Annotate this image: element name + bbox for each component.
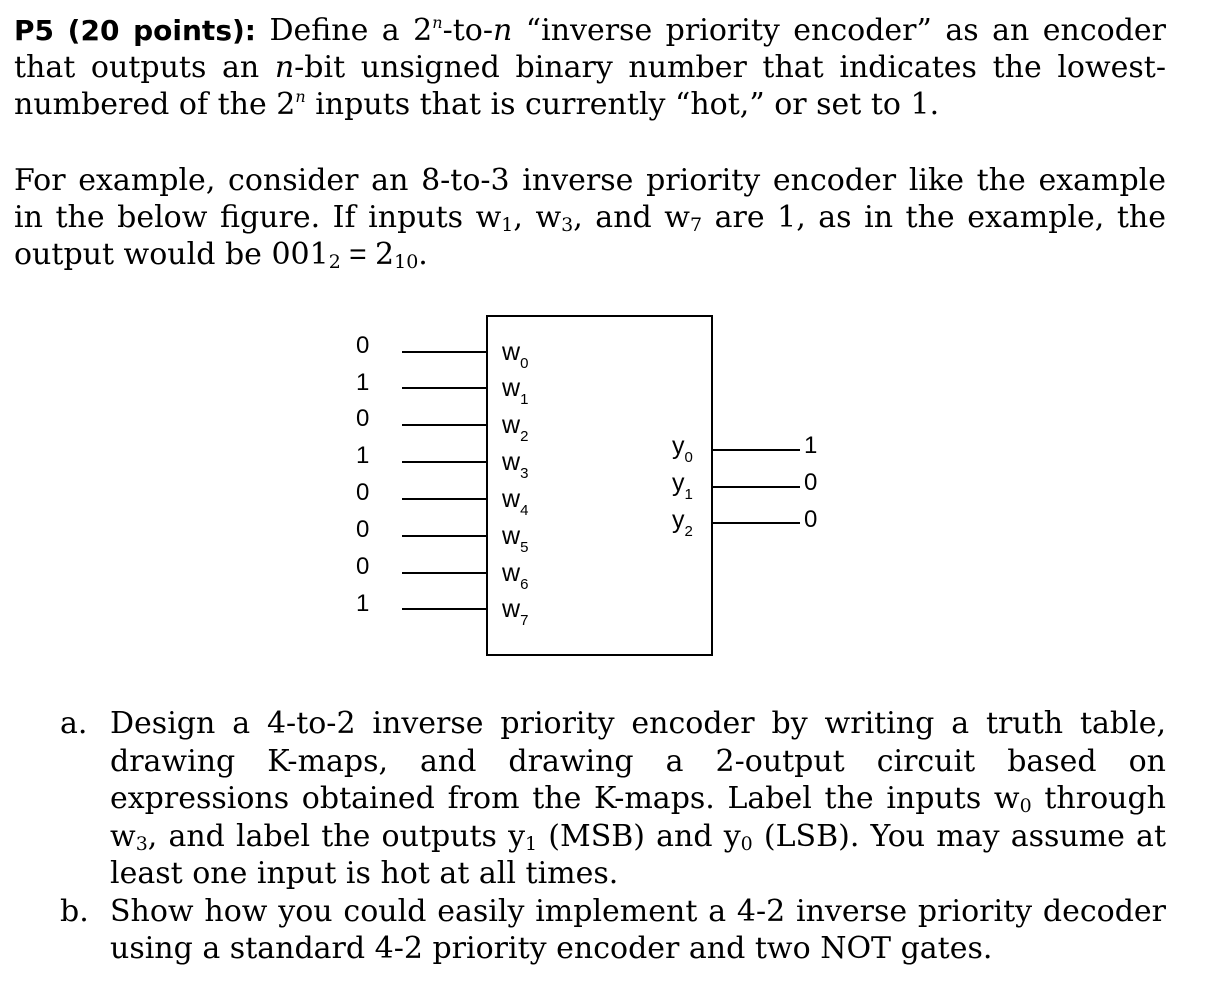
output-value: 0 xyxy=(804,506,818,533)
input-wire xyxy=(402,535,486,537)
statement-text: “inverse priority encoder” as an encoder that outputs an xyxy=(14,13,1166,85)
subscript: 1 xyxy=(501,214,514,236)
part-a-marker: a. xyxy=(60,706,88,741)
input-value: 1 xyxy=(356,590,370,617)
subscript: 1 xyxy=(525,832,538,855)
output-pin-label: $y_2$ xyxy=(672,506,693,540)
part-a-text: Design a 4-to-2 inverse priority encoder by writing a truth table, drawing K-maps, and drawing a 2-output circuit based on expressions obtained from the K-maps. Label the inputs w xyxy=(110,706,1166,816)
base-subscript: 2 xyxy=(328,251,341,273)
input-value: 0 xyxy=(356,332,370,359)
output-wire xyxy=(713,486,800,488)
input-pin-label: $w_4$ xyxy=(502,485,529,519)
input-pin-label: $w_3$ xyxy=(502,448,529,482)
input-value: 0 xyxy=(356,516,370,543)
input-wire xyxy=(402,608,486,610)
subscript: 0 xyxy=(740,832,753,855)
input-wire xyxy=(402,424,486,426)
statement-text: inputs that is currently “hot,” or set to 1. xyxy=(305,87,940,122)
part-b-marker: b. xyxy=(60,893,89,929)
equals-sign: = xyxy=(340,238,376,271)
input-pin-label: $w_2$ xyxy=(502,411,529,445)
input-value: 1 xyxy=(356,442,370,469)
output-value: 1 xyxy=(804,432,818,459)
output-wire xyxy=(713,522,800,524)
example-text: , and w xyxy=(573,200,690,235)
input-pin-label: $w_6$ xyxy=(502,559,529,593)
variable-n: n xyxy=(492,13,513,48)
input-pin-label: $w_7$ xyxy=(502,595,529,629)
encoder-block xyxy=(486,315,713,656)
input-wire xyxy=(402,498,486,500)
part-b-text: Show how you could easily implement a 4-2 inverse priority decoder using a standard 4-2 priority encoder and two NOT gates. xyxy=(110,893,1166,966)
input-value: 0 xyxy=(356,553,370,580)
part-b xyxy=(60,893,1166,968)
part-a xyxy=(60,705,1166,893)
example-text: , w xyxy=(513,200,562,235)
subscript: 0 xyxy=(1019,795,1032,817)
part-a-text: through w xyxy=(110,781,1166,854)
output-wire xyxy=(713,449,800,451)
statement-text: -bit unsigned binary number that indicates the lowest-numbered of the 2 xyxy=(14,50,1166,122)
problem-statement xyxy=(14,12,1166,123)
subscript: 3 xyxy=(561,214,574,236)
example-text: are 1, as in the example, the output would be 001 xyxy=(14,200,1166,272)
example-text: For example, consider an 8-to-3 inverse priority encoder like the example in the below figure. If inputs w xyxy=(14,163,1166,235)
part-a-text: , and label the outputs y xyxy=(147,818,526,854)
example-text: 2 xyxy=(375,237,395,272)
part-a-text: (MSB) and y xyxy=(537,818,741,854)
input-wire xyxy=(402,572,486,574)
statement-text: Define a 2 xyxy=(255,13,433,48)
base-subscript: 10 xyxy=(394,251,419,273)
output-pin-label: $y_0$ xyxy=(672,432,693,466)
input-pin-label: $w_1$ xyxy=(502,374,529,408)
input-value: 0 xyxy=(356,479,370,506)
input-pin-label: $w_0$ xyxy=(502,338,529,372)
part-a-text: (LSB). You may assume at least one input is hot at all times. xyxy=(110,818,1166,891)
question-parts xyxy=(60,705,1166,968)
output-pin-label: $y_1$ xyxy=(672,469,693,503)
exponent-n: n xyxy=(295,87,306,106)
input-wire xyxy=(402,351,486,353)
input-wire xyxy=(402,387,486,389)
output-value: 0 xyxy=(804,469,818,496)
exponent-n: n xyxy=(432,13,443,32)
statement-text: -to- xyxy=(442,13,493,48)
problem-title: P5 (20 points): xyxy=(14,14,256,47)
subscript: 3 xyxy=(135,832,148,855)
input-value: 1 xyxy=(356,369,370,396)
example-paragraph xyxy=(14,162,1166,273)
subscript: 7 xyxy=(689,214,703,236)
example-text: . xyxy=(418,237,428,272)
input-value: 0 xyxy=(356,405,370,432)
input-wire xyxy=(402,461,486,463)
input-pin-label: $w_5$ xyxy=(502,522,529,556)
variable-n: n xyxy=(274,50,295,85)
